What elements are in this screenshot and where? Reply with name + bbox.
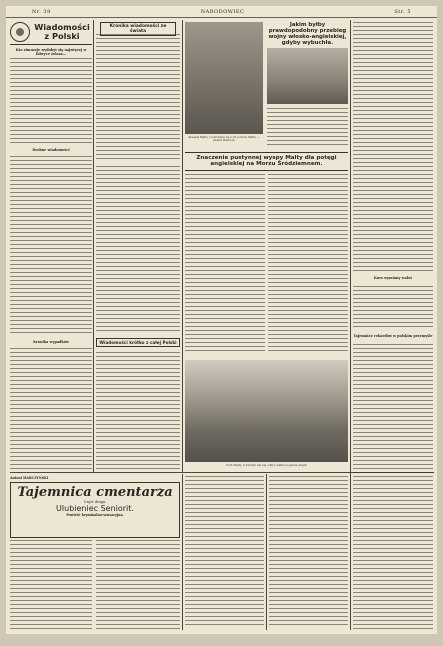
bottom-col-3 [269,476,348,630]
article-text [185,174,265,354]
article-text [10,348,92,472]
krotko-label: Wiadomości krótko z całej Polski [96,338,180,347]
article-text [353,22,433,272]
kronika-label: Kronika wiadomości ze świata [100,22,176,36]
subhead-1: Drobne wiadomości [32,148,70,152]
photo-lighthouse [185,22,263,134]
novel-note: Powieść kryminalna-sensacyjna. [66,513,124,517]
novel-subtitle: Ulubieniec Seniorit. [56,504,134,513]
page-header [6,6,437,18]
headline-1: Kto zimuzzje wydobyt się najwięcej w fabryce żelaza… [15,48,87,56]
newspaper-name: NARODOWIEC [200,8,245,15]
novel-title-box [10,482,180,538]
article-text [10,156,92,336]
article-text [267,108,348,148]
subhead-right-2: Tajemnice rekordów w polskim przemyśle [353,334,433,338]
malta-feature [185,22,348,472]
photo1-caption: Arsenał Malty z widokiem na port portów Malty — Grand Harbour [188,135,260,143]
photo2-caption: Port Malty, w którym ma się odbyć walka wojenna Anglii [226,463,307,467]
newspaper-page [6,6,437,634]
section-masthead [10,22,92,45]
bottom-col-2 [185,476,264,630]
article-text [96,540,180,630]
malta-subheadline: Znaczenie pustynnej wyspy Malty dla potęgi angielskiej na Morzu Śródziemnem. [185,152,348,171]
article-text [353,344,433,630]
photo-harbour [185,360,348,462]
article-text [10,540,92,630]
column-1 [10,22,92,472]
photo-fortress [267,48,348,104]
poland-emblem-icon [10,22,30,42]
article-text [10,58,92,144]
novel-author: Antoni MARCZYŃSKI [10,476,49,480]
article-text [353,286,433,330]
article-text [96,352,180,472]
subhead-2: Kronika wypadków [33,340,69,344]
malta-headline: Jakim byłby prawdopodobny przebieg wojny włosko-angielskiej, gdyby wybuchła. [268,22,347,46]
article-text [96,166,180,334]
page-number-right: Str. 5 [394,8,411,15]
novel-part: Część druga: [83,500,107,504]
article-text [185,476,264,626]
subhead-right-1: Kurs wymiany walut [373,276,413,280]
article-text [96,34,180,162]
main-title: Wiadomości z Polski [34,22,90,41]
novel-section [10,476,180,632]
novel-title: Tajemnica cmentarza [17,485,173,500]
page-number-left: Nr. 39 [32,8,51,15]
article-text [268,174,348,354]
article-text [269,476,348,626]
column-5 [353,22,433,630]
column-2 [96,22,180,472]
